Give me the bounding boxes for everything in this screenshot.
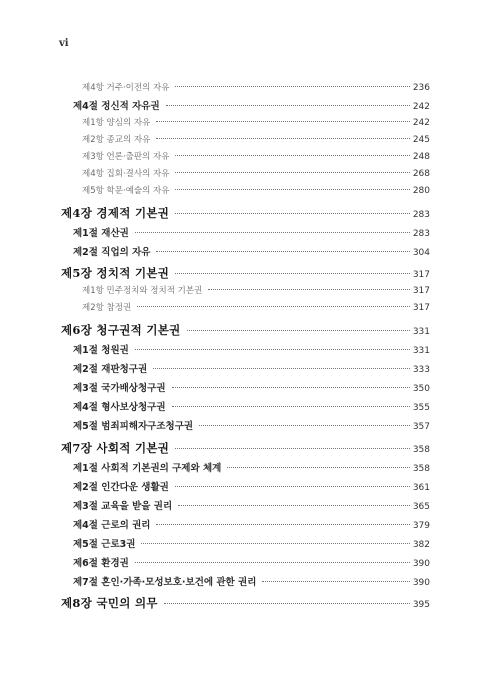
- dot-leader: [178, 505, 410, 506]
- toc-entry-page: 317: [412, 303, 430, 313]
- toc-entry-page: 355: [412, 403, 430, 413]
- toc-chapter-label: 제8장 국민의 의무: [61, 596, 158, 610]
- toc-chapter-label: 제4장 경제적 기본권: [61, 206, 170, 220]
- dot-leader: [175, 86, 409, 87]
- toc-entry-page: 317: [412, 286, 430, 296]
- toc-entry-page: 357: [412, 422, 430, 432]
- toc-entry-label: 제1절 청원권: [73, 345, 129, 356]
- toc-entry-page: 331: [412, 327, 430, 337]
- toc-entry-page: 390: [412, 578, 430, 588]
- dot-leader: [262, 581, 409, 582]
- toc-entry-page: 280: [412, 186, 430, 196]
- toc-entry-page: 358: [412, 445, 430, 455]
- dot-leader: [135, 349, 410, 350]
- toc-chapter[interactable]: [61, 595, 430, 611]
- toc-entry-label: 제5절 범죄피해자구조청구권: [73, 421, 194, 432]
- toc-entry-page: 365: [412, 502, 430, 512]
- dot-leader: [156, 251, 409, 252]
- toc-entry-label: 제2항 참정권: [82, 303, 132, 313]
- dot-leader: [156, 121, 410, 122]
- toc-chapter[interactable]: [61, 205, 430, 221]
- toc-entry[interactable]: [82, 116, 430, 128]
- toc-entry-page: 283: [412, 229, 430, 239]
- toc-entry[interactable]: [73, 517, 430, 531]
- toc-entry-page: 242: [412, 102, 430, 112]
- toc-entry[interactable]: [73, 225, 430, 239]
- toc-entry-page: 268: [412, 169, 430, 179]
- toc-entry[interactable]: [73, 536, 430, 550]
- dot-leader: [227, 467, 409, 468]
- toc-entry[interactable]: [73, 574, 430, 588]
- toc-entry-page: 283: [412, 210, 430, 220]
- toc-entry[interactable]: [73, 418, 430, 432]
- toc-entry[interactable]: [73, 244, 430, 258]
- toc-entry[interactable]: [82, 167, 430, 179]
- toc-entry-page: 236: [412, 83, 430, 93]
- toc-chapter-label: 제5장 정치적 기본권: [61, 266, 170, 280]
- dot-leader: [187, 330, 410, 331]
- dot-leader: [172, 406, 410, 407]
- dot-leader: [175, 155, 409, 156]
- toc-entry[interactable]: [73, 98, 430, 112]
- dot-leader: [175, 213, 410, 214]
- dot-leader: [172, 387, 410, 388]
- toc-entry-label: 제2절 재판청구권: [73, 364, 148, 375]
- dot-leader: [199, 425, 410, 426]
- toc-entry-page: 248: [412, 152, 430, 162]
- toc-entry-page: 242: [412, 118, 430, 128]
- dot-leader: [156, 524, 409, 525]
- toc-entry[interactable]: [82, 150, 430, 162]
- toc-entry[interactable]: [82, 301, 430, 313]
- toc-entry-page: 304: [412, 248, 430, 258]
- dot-leader: [175, 172, 409, 173]
- toc-entry[interactable]: [73, 460, 430, 474]
- toc-chapter-label: 제6장 청구권적 기본권: [61, 323, 181, 337]
- toc-entry-label: 제1항 양심의 자유: [82, 118, 151, 128]
- toc-entry-page: 395: [412, 600, 430, 610]
- toc-entry-page: 382: [412, 540, 430, 550]
- dot-leader: [208, 289, 410, 290]
- dot-leader: [156, 138, 410, 139]
- dot-leader: [141, 543, 409, 544]
- toc-entry[interactable]: [73, 498, 430, 512]
- toc-entry-page: 390: [412, 559, 430, 569]
- dot-leader: [175, 273, 410, 274]
- toc-entry-label: 제2절 인간다운 생활권: [73, 482, 169, 493]
- dot-leader: [164, 603, 410, 604]
- dot-leader: [137, 306, 410, 307]
- toc-entry-label: 제3항 언론·출판의 자유: [82, 152, 170, 162]
- dot-leader: [153, 368, 410, 369]
- toc-entry[interactable]: [73, 555, 430, 569]
- dot-leader: [166, 105, 410, 106]
- toc-entry-page: 379: [412, 521, 430, 531]
- toc-entry[interactable]: [73, 399, 430, 413]
- toc-entry[interactable]: [82, 284, 430, 296]
- toc-entry-label: 제6절 환경권: [73, 558, 129, 569]
- toc-entry-label: 제3절 국가배상청구권: [73, 383, 166, 394]
- toc-entry[interactable]: [73, 342, 430, 356]
- toc-entry-page: 350: [412, 384, 430, 394]
- toc-entry-label: 제4항 거주·이전의 자유: [82, 83, 170, 93]
- toc-entry[interactable]: [82, 133, 430, 145]
- toc-entry[interactable]: [73, 361, 430, 375]
- toc-entry-label: 제3절 교육을 받을 권리: [73, 501, 173, 512]
- toc-entry-label: 제5항 학문·예술의 자유: [82, 186, 170, 196]
- toc-entry-label: 제4항 집회·결사의 자유: [82, 169, 170, 179]
- dot-leader: [175, 486, 410, 487]
- toc-chapter-label: 제7장 사회적 기본권: [61, 441, 170, 455]
- toc-entry-label: 제1항 민주정치와 정치적 기본권: [82, 286, 203, 296]
- dot-leader: [135, 562, 410, 563]
- toc-entry-page: 245: [412, 135, 430, 145]
- toc-entry-page: 331: [412, 346, 430, 356]
- toc-entry-label: 제4절 근로의 권리: [73, 520, 151, 531]
- toc-entry-label: 제4절 정신적 자유권: [73, 101, 160, 112]
- toc-entry-label: 제2항 종교의 자유: [82, 135, 151, 145]
- dot-leader: [175, 448, 410, 449]
- toc-entry-page: 333: [412, 365, 430, 375]
- dot-leader: [135, 232, 410, 233]
- page-number: vi: [59, 38, 69, 49]
- toc-chapter[interactable]: [61, 322, 430, 338]
- toc-entry-label: 제2절 직업의 자유: [73, 247, 151, 258]
- toc-entry-label: 제4절 형사보상청구권: [73, 402, 166, 413]
- dot-leader: [175, 189, 409, 190]
- toc-entry-label: 제5절 근로3권: [73, 539, 136, 550]
- toc-entry-page: 358: [412, 464, 430, 474]
- toc-entry-page: 317: [412, 270, 430, 280]
- toc-chapter[interactable]: [61, 265, 430, 281]
- toc-entry-page: 361: [412, 483, 430, 493]
- toc-entry-label: 제1절 사회적 기본권의 구제와 체계: [73, 463, 222, 474]
- toc-entry[interactable]: [82, 81, 430, 93]
- toc-entry-label: 제7절 혼인·가족·모성보호·보건에 관한 권리: [73, 577, 257, 588]
- toc-entry[interactable]: [73, 380, 430, 394]
- toc-entry[interactable]: [82, 184, 430, 196]
- toc-entry-label: 제1절 재산권: [73, 228, 129, 239]
- toc-entry[interactable]: [73, 479, 430, 493]
- toc-chapter[interactable]: [61, 440, 430, 456]
